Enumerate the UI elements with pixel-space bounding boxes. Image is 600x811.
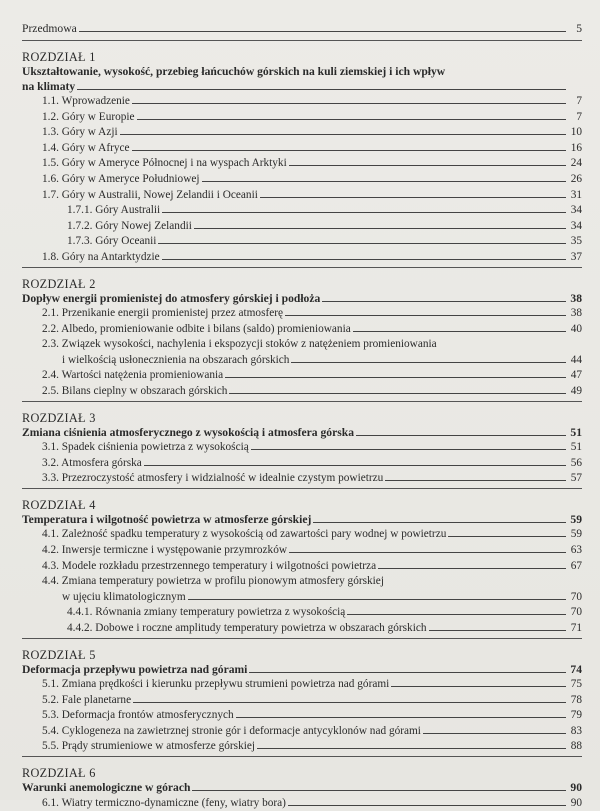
leader-line — [194, 228, 566, 229]
toc-entry — [22, 677, 582, 693]
toc-label: 1.7.2. Góry Nowej Zelandii — [67, 219, 192, 235]
page-number: 34 — [568, 219, 582, 235]
toc-entry — [22, 559, 582, 575]
toc-entry — [22, 605, 582, 621]
page-number: 88 — [568, 739, 582, 755]
chapter-heading: ROZDZIAŁ 3 — [22, 411, 582, 426]
leader-line — [225, 377, 566, 378]
chapter-heading: ROZDZIAŁ 5 — [22, 648, 582, 663]
leader-line — [162, 259, 566, 260]
page-number: 56 — [568, 456, 582, 472]
leader-line — [132, 103, 566, 104]
divider — [22, 267, 582, 268]
toc-entry — [22, 621, 582, 637]
divider — [22, 40, 582, 41]
table-of-contents — [22, 8, 582, 811]
toc-entry — [22, 203, 582, 219]
page-number: 74 — [568, 663, 582, 678]
toc-label: 2.3. Związek wysokości, nachylenia i ekspozycji stoków z natężeniem promieniowania — [42, 337, 437, 353]
leader-line — [313, 522, 566, 523]
toc-label: 5.4. Cyklogeneza na zawietrznej stronie gór i deformacje antycyklonów nad górami — [42, 724, 421, 740]
chapter-title-text: Deformacja przepływu powietrza nad górami — [22, 663, 247, 678]
page-number: 90 — [568, 796, 582, 811]
toc-label: 5.2. Fale planetarne — [42, 693, 131, 709]
toc-entry — [22, 337, 582, 353]
page-number: 70 — [568, 605, 582, 621]
chapter-title-text: Temperatura i wilgotność powietrza w atmosferze górskiej — [22, 513, 311, 528]
toc-label: 4.2. Inwersje termiczne i występowanie przymrozków — [42, 543, 287, 559]
toc-label: 4.1. Zależność spadku temperatury z wysokością od zawartości pary wodnej w powietrzu — [42, 527, 446, 543]
toc-entry — [22, 141, 582, 157]
leader-line — [356, 435, 566, 436]
toc-label: 4.4.2. Dobowe i roczne amplitudy temperatury powietrza w obszarach górskich — [67, 621, 427, 637]
page-number: 35 — [568, 234, 582, 250]
toc-label: 2.2. Albedo, promieniowanie odbite i bilans (saldo) promieniowania — [42, 322, 351, 338]
leader-line — [79, 31, 566, 32]
toc-label: 1.7.3. Góry Oceanii — [67, 234, 156, 250]
toc-label: 3.2. Atmosfera górska — [42, 456, 142, 472]
leader-line — [162, 212, 566, 213]
page-number: 16 — [568, 141, 582, 157]
page-number: 63 — [568, 543, 582, 559]
toc-entry — [22, 527, 582, 543]
page-number: 31 — [568, 188, 582, 204]
page-number: 59 — [568, 527, 582, 543]
page-number: 40 — [568, 322, 582, 338]
leader-line — [251, 449, 566, 450]
leader-line — [289, 165, 566, 166]
toc-label: 1.7.1. Góry Australii — [67, 203, 160, 219]
divider — [22, 401, 582, 402]
toc-label: 1.2. Góry w Europie — [42, 110, 135, 126]
chapter-heading: ROZDZIAŁ 4 — [22, 498, 582, 513]
divider — [22, 488, 582, 489]
toc-label: 4.3. Modele rozkładu przestrzennego temperatury i wilgotności powietrza — [42, 559, 376, 575]
toc-entry — [22, 724, 582, 740]
page-number: 90 — [568, 781, 582, 796]
page-number: 37 — [568, 250, 582, 266]
divider — [22, 638, 582, 639]
leader-line — [289, 552, 566, 553]
toc-label: 3.3. Przezroczystość atmosfery i widzialność w idealnie czystym powietrzu — [42, 471, 383, 487]
toc-label: 2.1. Przenikanie energii promienistej przez atmosferę — [42, 306, 283, 322]
leader-line — [291, 362, 566, 363]
leader-line — [385, 480, 566, 481]
page-number: 67 — [568, 559, 582, 575]
toc-label: 4.4. Zmiana temperatury powietrza w profilu pionowym atmosfery górskiej — [42, 574, 384, 590]
toc-entry — [22, 234, 582, 250]
leader-line — [188, 599, 566, 600]
page-number: 38 — [568, 292, 582, 307]
toc-entry — [22, 368, 582, 384]
toc-entry — [22, 796, 582, 811]
toc-entry — [22, 219, 582, 235]
toc-entry — [22, 693, 582, 709]
toc-label: 1.6. Góry w Ameryce Południowej — [42, 172, 200, 188]
leader-line — [322, 301, 566, 302]
page-number: 38 — [568, 306, 582, 322]
toc-entry — [22, 471, 582, 487]
leader-line — [257, 748, 566, 749]
toc-entry — [22, 306, 582, 322]
leader-line — [353, 331, 566, 332]
page-number: 75 — [568, 677, 582, 693]
toc-label: 1.8. Góry na Antarktydzie — [42, 250, 160, 266]
chapter-title — [22, 663, 582, 678]
chapter-title — [22, 781, 582, 796]
chapter-title-line: Ukształtowanie, wysokość, przebieg łańcuchów górskich na kuli ziemskiej i ich wpływ — [22, 65, 582, 80]
toc-label: 3.1. Spadek ciśnienia powietrza z wysokością — [42, 440, 249, 456]
chapter-title-line: na klimaty — [22, 80, 75, 95]
chapter-title-text: Dopływ energii promienistej do atmosfery górskiej i podłoża — [22, 292, 320, 307]
leader-line — [285, 315, 566, 316]
toc-label: 5.3. Deformacja frontów atmosferycznych — [42, 708, 234, 724]
leader-line — [423, 733, 566, 734]
toc-label: 5.5. Prądy strumieniowe w atmosferze górskiej — [42, 739, 255, 755]
leader-line — [202, 181, 566, 182]
leader-line — [236, 717, 566, 718]
leader-line — [132, 150, 566, 151]
page-number: 44 — [568, 353, 582, 369]
chapter-heading: ROZDZIAŁ 2 — [22, 277, 582, 292]
toc-label: 4.4.1. Równania zmiany temperatury powietrza z wysokością — [67, 605, 345, 621]
page-number: 57 — [568, 471, 582, 487]
leader-line — [378, 568, 566, 569]
toc-label: 1.3. Góry w Azji — [42, 125, 118, 141]
chapter-heading: ROZDZIAŁ 1 — [22, 50, 582, 65]
page-number: 79 — [568, 708, 582, 724]
page-number: 83 — [568, 724, 582, 740]
toc-label: i wielkością usłonecznienia na obszarach górskich — [62, 353, 289, 369]
page-number: 47 — [568, 368, 582, 384]
divider — [22, 756, 582, 757]
leader-line — [133, 702, 566, 703]
toc-entry-continuation — [22, 353, 582, 369]
toc-entry — [22, 322, 582, 338]
toc-label: 1.4. Góry w Afryce — [42, 141, 130, 157]
toc-label: 1.5. Góry w Ameryce Północnej i na wyspach Arktyki — [42, 156, 287, 172]
chapter-title — [22, 65, 582, 80]
page-number: 24 — [568, 156, 582, 172]
page-number: 34 — [568, 203, 582, 219]
toc-entry — [22, 708, 582, 724]
toc-label: Przedmowa — [22, 22, 77, 36]
toc-entry — [22, 440, 582, 456]
leader-line — [288, 805, 566, 806]
toc-label: 1.1. Wprowadzenie — [42, 94, 130, 110]
leader-line — [137, 119, 566, 120]
page-number: 7 — [568, 94, 582, 110]
chapter-heading: ROZDZIAŁ 6 — [22, 766, 582, 781]
toc-label: w ujęciu klimatologicznym — [62, 590, 186, 606]
leader-line — [120, 134, 566, 135]
toc-entry — [22, 188, 582, 204]
page-number: 71 — [568, 621, 582, 637]
page-number: 51 — [568, 440, 582, 456]
leader-line — [144, 465, 566, 466]
chapter-title — [22, 292, 582, 307]
toc-entry-preface — [22, 8, 582, 36]
leader-line — [158, 243, 566, 244]
toc-label: 6.1. Wiatry termiczno-dynamiczne (feny, wiatry bora) — [42, 796, 286, 811]
toc-entry — [22, 94, 582, 110]
leader-line — [192, 790, 566, 791]
chapter-title-text: Warunki anemologiczne w górach — [22, 781, 190, 796]
leader-line — [391, 686, 566, 687]
toc-entry — [22, 156, 582, 172]
page-number: 26 — [568, 172, 582, 188]
toc-entry — [22, 172, 582, 188]
page-number: 10 — [568, 125, 582, 141]
chapter-title-cont — [22, 80, 582, 95]
page-number: 7 — [568, 110, 582, 126]
leader-line — [448, 536, 566, 537]
toc-entry — [22, 739, 582, 755]
page-number: 51 — [568, 426, 582, 441]
toc-label: 2.4. Wartości natężenia promieniowania — [42, 368, 223, 384]
leader-line — [229, 393, 566, 394]
toc-entry — [22, 574, 582, 590]
page-number: 70 — [568, 590, 582, 606]
chapter-title-text: Zmiana ciśnienia atmosferycznego z wysokością i atmosfera górska — [22, 426, 354, 441]
page-number: 5 — [568, 8, 582, 36]
toc-entry — [22, 125, 582, 141]
toc-entry — [22, 543, 582, 559]
page-number: 59 — [568, 513, 582, 528]
chapter-title — [22, 513, 582, 528]
toc-entry — [22, 110, 582, 126]
leader-line — [260, 197, 566, 198]
toc-entry-continuation — [22, 590, 582, 606]
page-number: 49 — [568, 384, 582, 400]
page-number: 78 — [568, 693, 582, 709]
leader-line — [347, 614, 566, 615]
leader-line — [249, 672, 566, 673]
toc-label: 5.1. Zmiana prędkości i kierunku przepływu strumieni powietrza nad górami — [42, 677, 389, 693]
leader-line — [429, 630, 567, 631]
toc-entry — [22, 456, 582, 472]
toc-entry — [22, 250, 582, 266]
toc-label: 2.5. Bilans cieplny w obszarach górskich — [42, 384, 227, 400]
chapter-title — [22, 426, 582, 441]
toc-entry — [22, 384, 582, 400]
toc-label: 1.7. Góry w Australii, Nowej Zelandii i Oceanii — [42, 188, 258, 204]
leader-line — [77, 89, 566, 90]
